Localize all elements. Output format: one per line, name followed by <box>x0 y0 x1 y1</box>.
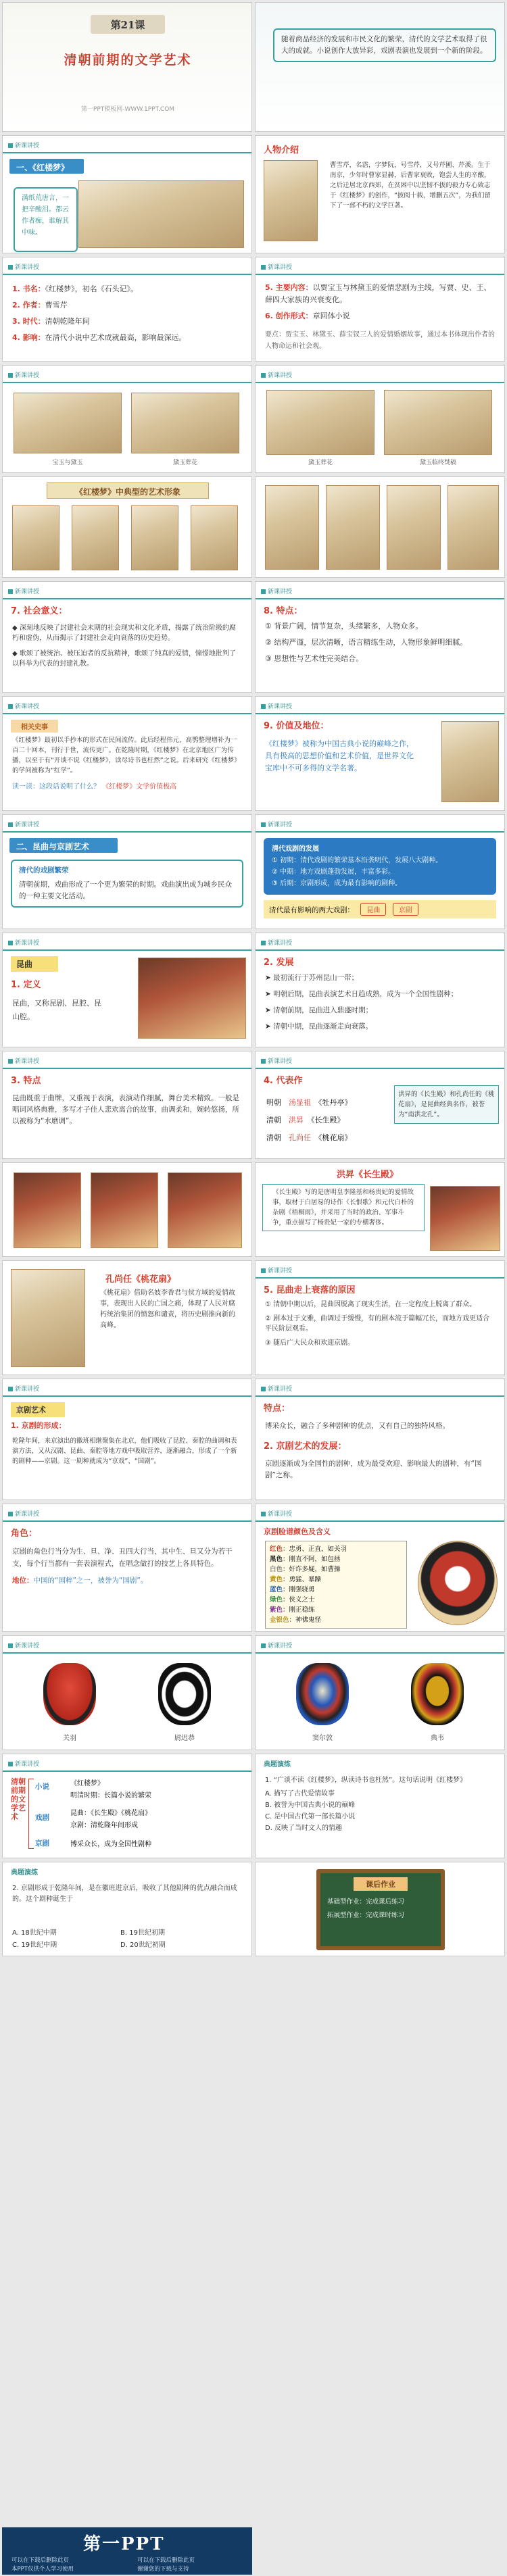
feature-item: ② 结构严谨，层次清晰，语言精练生动，人物形象鲜明细腻。 <box>265 638 468 647</box>
jingju-feat-slide <box>255 1379 505 1500</box>
tag-kunqu: 昆曲 <box>360 903 386 916</box>
color-row: 白色：奸诈多疑，如曹操 <box>270 1566 341 1573</box>
figure-image <box>72 505 119 570</box>
kunqu-def-slide <box>2 933 252 1047</box>
section-tag: 新课讲授 <box>261 1641 292 1650</box>
summary-root: 清朝前期的文学艺术 <box>11 1777 26 1821</box>
scenes-left-slide <box>2 365 252 473</box>
kunqu-photo <box>138 958 246 1039</box>
exercise-head: 典题演练 <box>264 1761 291 1768</box>
section-tag: 新课讲授 <box>8 370 39 379</box>
color-name: 黄色 <box>270 1576 283 1583</box>
works-note: 洪昇的《长生殿》和孔尚任的《桃花扇》，是昆曲经典名作，被誉为“南洪北孔”。 <box>394 1085 499 1124</box>
reading-question: 读一读：这段话说明了什么？ 《红楼梦》文学价值极高 <box>12 783 177 791</box>
section-tag: 新课讲授 <box>261 820 292 828</box>
section-tag: 新课讲授 <box>261 701 292 710</box>
colors-slide <box>255 1504 505 1632</box>
summary-branch: 京剧 <box>35 1839 49 1848</box>
scene-caption: 黛玉临终焚稿 <box>419 460 456 466</box>
footer-text: 谢谢您的下载与支持 <box>137 2566 189 2573</box>
section-tag: 新课讲授 <box>261 587 292 595</box>
cover-slide <box>2 2 252 132</box>
features-slide <box>255 581 505 693</box>
drama-forms-item: ② 中期：地方戏剧蓬勃发展，丰富多彩。 <box>272 868 395 876</box>
exercise-option[interactable]: D. 20世纪初期 <box>120 1941 166 1949</box>
colors-table <box>265 1541 407 1629</box>
section-tag: 新课讲授 <box>261 262 292 271</box>
lesson-number: 第21课 <box>110 19 145 31</box>
section-tag: 新课讲授 <box>8 938 39 947</box>
section-tag: 新课讲授 <box>261 1509 292 1518</box>
exercise2-slide <box>2 1862 252 1956</box>
kunqu-dev-item: ➤ 清朝前期，昆曲进入鼎盛时期； <box>265 1006 373 1014</box>
summary-branch: 戏剧 <box>35 1814 49 1822</box>
section-title: 一、《红楼梦》 <box>9 159 84 174</box>
mask-name: 典韦 <box>431 1735 444 1742</box>
jingju-slide <box>2 1379 252 1500</box>
opera-photo <box>91 1172 158 1248</box>
scene-image <box>14 393 122 453</box>
exercise-slide <box>255 1754 505 1858</box>
society-title: 7. 社会意义： <box>11 606 68 616</box>
fact-item: 1. 书名：《红楼梦》，初名《石头记》。 <box>12 284 139 293</box>
exercise-option[interactable]: A. 描写了古代爱情故事 <box>265 1790 335 1798</box>
kunqu-works-slide <box>255 1051 505 1159</box>
jingju-feat-text: 博采众长，融合了多种剧种的优点，又有自己的独特风格。 <box>265 1422 450 1430</box>
exercise-option[interactable]: C. 19世纪中期 <box>12 1941 57 1949</box>
summary-leaf: 明清时期：长篇小说的繁荣 <box>70 1792 151 1800</box>
decline-title: 5. 昆曲走上衰落的原因 <box>264 1285 356 1295</box>
drama-forms-item: ③ 后期：京剧形成，成为最有影响的剧种。 <box>272 880 402 887</box>
masks-left-slide <box>2 1635 252 1750</box>
exercise-option[interactable]: B. 被誉为中国古典小说的巅峰 <box>265 1802 356 1809</box>
homework-line: 拓展型作业：完成课时练习 <box>327 1912 405 1919</box>
blackboard <box>316 1869 445 1950</box>
scene-image <box>131 393 239 453</box>
changsheng-title: 洪昇《长生殿》 <box>337 1170 399 1180</box>
footer-text: 本PPT仅供个人学习使用 <box>11 2566 74 2573</box>
section-tag: 新课讲授 <box>8 1056 39 1065</box>
fact-item: 3. 时代：清朝乾隆年间 <box>12 317 90 326</box>
content-note: 要点：贾宝玉、林黛玉、薛宝钗三人的爱情婚姻故事，通过本书体现出作者的人物命运和社会观。 <box>265 331 495 350</box>
kunqu-works-title: 4. 代表作 <box>264 1076 303 1086</box>
mask-name: 尉迟恭 <box>174 1735 195 1742</box>
kunqu-feat-text: 昆曲既重于曲牌，又重视于表演，表演动作细腻，舞台美术精致。一般是唱词风格典雅，多写才子佳人悲欢离合的故事，曲调柔和，婉转悠扬，所以被称为“水磨调”。 <box>12 1094 239 1125</box>
jingju-text: 乾隆年间，来京演出的徽班相继聚集在北京，他们吸收了昆腔、秦腔的曲调和表演方法，又从汉剧、昆曲、秦腔等地方戏中吸取营养，逐渐融合，形成了一个新的剧种——京剧。这一剧种就成为“京戏”、“国剧”。 <box>12 1437 237 1465</box>
summary-branch: 小说 <box>35 1783 49 1791</box>
opera-photo <box>168 1172 242 1248</box>
kunqu-def-title: 1. 定义 <box>11 980 41 990</box>
author-slide <box>255 135 505 253</box>
drama-forms-slide <box>255 814 505 929</box>
color-name: 红色 <box>270 1545 283 1553</box>
figure-image <box>12 505 59 570</box>
changsheng-text: 《长生殿》写的是唐明皇李隆基和杨贵妃的爱情故事，取材于白居易的诗作《长恨歌》和元代白朴的杂剧《梧桐雨》，并采用了当时的政治、军事斗争，重点描写了杨贵妃一家的专横奢侈。 <box>262 1184 425 1231</box>
roles-slide <box>2 1504 252 1632</box>
drama-slide <box>2 814 252 929</box>
book-facts-slide <box>2 257 252 362</box>
footer-text: 可以在下载后删除此页 <box>137 2557 195 2564</box>
kunqu-dev-slide <box>255 933 505 1047</box>
drama-text: 清朝前期，戏曲形成了一个更为繁荣的时期。戏曲演出成为城乡民众的一种主要文化活动。 <box>19 881 232 900</box>
color-name: 蓝色 <box>270 1586 283 1593</box>
section-tag: 新课讲授 <box>261 938 292 947</box>
mask-douerdun <box>296 1663 349 1725</box>
kunqu-feat-title: 3. 特点 <box>11 1076 41 1086</box>
author-portrait <box>264 160 318 241</box>
page-title: 清朝前期的文学艺术 <box>64 53 192 68</box>
section-tag: 新课讲授 <box>8 262 39 271</box>
works-row: 清朝 洪昇 《长生殿》 <box>266 1116 345 1124</box>
exercise-option[interactable]: A. 18世纪中期 <box>12 1929 57 1937</box>
feature-item: ① 背景广阔，情节复杂，头绪繁多，人物众多。 <box>265 622 423 630</box>
drama-forms-box <box>264 838 496 895</box>
roles-title: 角色： <box>11 1529 38 1539</box>
reading-text: 《红楼梦》最初以手抄本的形式在民间流传。此后经程伟元、高鹗整理增补为一百二十回本，刊行于世，流传更广。在乾隆时期，《红楼梦》在北京地区广为传播，以至于有“开谈不说《红楼梦》，读尽诗书也枉然”之说。后来研究《红楼梦》的学问被称为“红学”。 <box>12 737 241 774</box>
fact-item: 4. 影响：在清代小说中艺术成就最高，影响最深远。 <box>12 333 187 342</box>
homework-slide <box>255 1862 505 1956</box>
section-tag: 新课讲授 <box>8 820 39 828</box>
content-item: 5. 主要内容：以贾宝玉与林黛玉的爱情悲剧为主线，写贾、史、王、薛四大家族的兴衰变化。 <box>265 283 491 304</box>
color-row: 黑色：刚直不阿，如包拯 <box>270 1556 341 1563</box>
status-slide <box>255 696 505 811</box>
color-name: 黑色 <box>270 1556 283 1563</box>
changsheng-photo <box>430 1186 500 1251</box>
society-slide <box>2 581 252 693</box>
section-tag: 新课讲授 <box>261 370 292 379</box>
works-row: 清朝 孔尚任 《桃花扇》 <box>266 1133 352 1142</box>
summary-leaf: 昆曲：《长生殿》《桃花扇》 <box>70 1810 151 1817</box>
section-tag: 新课讲授 <box>261 1266 292 1274</box>
mask-dianwei <box>411 1663 464 1725</box>
drama-sub: 清代的戏剧繁荣 <box>19 866 69 874</box>
cover-watermark: 第一PPT模板网-WWW.1PPT.COM <box>80 106 175 113</box>
figure-image <box>131 505 178 570</box>
society-point: ◆ 深刻地反映了封建社会末期的社会现实和文化矛盾，揭露了统治阶级的腐朽和虚伪，从而揭示了封建社会走向衰落的历史趋势。 <box>12 624 236 642</box>
author-heading: 人物介绍 <box>264 145 299 155</box>
figure-image <box>191 505 238 570</box>
mask-image <box>418 1541 498 1625</box>
color-name: 金银色 <box>270 1616 289 1624</box>
footer-text: 可以在下载后删除此页 <box>11 2557 70 2564</box>
section-tag: 新课讲授 <box>8 587 39 595</box>
taohua-text: 《桃花扇》借助名妓李香君与侯方域的爱情故事，表现出人民的亡国之痛，体现了人民对腐朽统治集团的愤怒和谴责，将历史剧推向新的高峰。 <box>100 1289 235 1329</box>
taohua-painting <box>11 1269 85 1367</box>
summary-bracket <box>28 1779 34 1849</box>
exercise-head: 典题演练 <box>11 1869 38 1877</box>
status-title: 9. 价值及地位： <box>264 721 329 731</box>
color-name: 白色 <box>270 1566 283 1573</box>
color-row: 红色：忠勇、正直，如关羽 <box>270 1545 347 1553</box>
color-name: 绿色 <box>270 1596 283 1604</box>
drama-box <box>11 860 243 908</box>
status-text: 《红楼梦》被称为中国古典小说的巅峰之作，具有极高的思想价值和艺术价值，是世界文化宝库中不可多得的文学名著。 <box>265 739 414 772</box>
color-row: 蓝色：刚强骁勇 <box>270 1586 315 1593</box>
jingju-sub: 1. 京剧的形成： <box>11 1421 66 1430</box>
colors-title: 京剧脸谱颜色及含义 <box>264 1527 331 1536</box>
drama-forms-item: ① 初期：清代戏剧的繁荣基本沿袭明代，发展八大剧种。 <box>272 857 443 864</box>
scene-caption: 黛玉葬花 <box>172 460 197 466</box>
kunqu-dev-item: ➤ 最初流行于苏州昆山一带； <box>265 974 359 982</box>
scene-caption: 黛玉葬花 <box>308 460 333 466</box>
tag-jingju: 京剧 <box>393 903 418 916</box>
color-row: 黄色：勇猛、暴躁 <box>270 1576 322 1583</box>
mask-yuchigong <box>158 1663 211 1725</box>
color-row: 紫色：刚正稳练 <box>270 1606 315 1614</box>
mask-name: 关羽 <box>63 1735 76 1742</box>
exercise2-options <box>12 1927 242 1952</box>
features-title: 8. 特点： <box>264 606 303 616</box>
kunqu-dev-title: 2. 发展 <box>264 958 294 968</box>
section-tag: 新课讲授 <box>8 1641 39 1650</box>
content-item: 6. 创作形式：章回体小说 <box>265 312 350 320</box>
kunqu-dev-item: ➤ 清朝中期，昆曲逐渐走向衰落。 <box>265 1022 373 1031</box>
section-tag: 新课讲授 <box>8 141 39 149</box>
scenes-right-slide <box>255 365 505 473</box>
works-row: 明朝 汤显祖 《牡丹亭》 <box>266 1098 352 1107</box>
section-tag: 新课讲授 <box>261 1056 292 1065</box>
intro-slide <box>255 2 505 132</box>
section-tag: 新课讲授 <box>261 1384 292 1393</box>
drama-forms-title: 清代戏剧的发展 <box>272 845 319 853</box>
color-row: 绿色：侠义之士 <box>270 1596 315 1604</box>
jingju-dev-title: 2. 京剧艺术的发展： <box>264 1441 347 1452</box>
exercise-q1: 1. “广谈不读《红楼梦》，纵读诗书也枉然”。这句话说明《红楼梦》 <box>265 1777 467 1784</box>
footer-banner <box>2 2527 252 2575</box>
summary-leaf: 博采众长，成为全国性剧种 <box>70 1841 151 1848</box>
section-tag: 新课讲授 <box>8 1384 39 1393</box>
fact-item: 2. 作者：曹雪芹 <box>12 301 68 309</box>
summary-leaf: 京剧：清乾隆年间形成 <box>70 1822 138 1829</box>
poem-quote: 满纸荒唐言，一把辛酸泪。都云作者痴，谁解其中味。 <box>14 187 78 252</box>
kunqu-feat-slide <box>2 1051 252 1159</box>
changsheng-slide <box>255 1162 505 1257</box>
exercise-option[interactable]: C. 是中国古代第一部长篇小说 <box>265 1813 356 1820</box>
feature-item: ③ 思想性与艺术性完美结合。 <box>265 654 364 663</box>
opera-photo <box>14 1172 81 1248</box>
section-tag: 新课讲授 <box>8 1759 39 1768</box>
summary-leaf: 《红楼梦》 <box>70 1780 104 1787</box>
section-tag: 新课讲授 <box>8 1509 39 1518</box>
mask-guanyu <box>43 1663 96 1725</box>
homework-line: 基础型作业：完成课后练习 <box>327 1898 405 1906</box>
book-cover-image <box>441 721 499 802</box>
drama-forms-footer: 清代最有影响的两大戏剧： 昆曲 京剧 <box>264 900 496 918</box>
exercise-option[interactable]: B. 19世纪初期 <box>120 1929 165 1937</box>
figure-image <box>326 485 380 570</box>
drama-title: 二、昆曲与京剧艺术 <box>9 838 118 853</box>
color-row: 金银色：神佛鬼怪 <box>270 1616 322 1624</box>
figures-right-slide <box>255 476 505 578</box>
author-bio: 曹雪芹，名霑，字梦阮，号雪芹，又号芹圃、芹溪。生于南京，少年时曹家显赫，后曹家衰败，饱尝人生的辛酸，之后迁居北京西郊，在贫困中以坚韧不拔的毅力专心致志于《红楼梦》的创作，“披阅十载，增删五次”，为我们留下了一部不朽的文学巨著。 <box>330 162 491 209</box>
intro-text: 随着商品经济的发展和市民文化的繁荣，清代的文学艺术取得了很大的成就。小说创作大放异彩，戏剧表演也发展到一个新的阶段。 <box>273 28 496 62</box>
footer-logo: 第一PPT <box>83 2534 165 2554</box>
blank-area <box>0 1960 507 2524</box>
decline-item: ② 剧本过于文雅，曲调过于缓慢，有的剧本流于篇幅冗长，而地方戏更适合平民阶层观看。 <box>265 1315 490 1333</box>
reading-slide <box>2 696 252 811</box>
hongloumeng-slide <box>2 135 252 253</box>
homework-title: 课后作业 <box>354 1877 408 1891</box>
figures-banner: 《红楼梦》中典型的艺术形象 <box>47 482 209 499</box>
color-name: 紫色 <box>270 1606 283 1614</box>
exercise-q2: 2. 京剧形成于乾隆年间，是在徽班进京后，吸收了其他剧种的优点融合而成的。这个剧种诞生于 <box>12 1885 237 1903</box>
reading-head: 相关史事 <box>11 720 58 733</box>
jingju-label: 京剧艺术 <box>11 1402 65 1417</box>
kunqu-label: 昆曲 <box>11 956 58 972</box>
decline-slide <box>255 1260 505 1375</box>
figures-left-slide <box>2 476 252 578</box>
figure-image <box>387 485 441 570</box>
scene-image <box>384 390 492 455</box>
society-point: ◆ 歌颂了被统治、被压迫者的反抗精神，歌颂了纯真的爱情，憧憬地批判了以科举为代表的封建礼教。 <box>12 650 236 668</box>
summary-slide <box>2 1754 252 1858</box>
masks-right-slide <box>255 1635 505 1750</box>
kunqu-def-text: 昆曲，又称昆剧、昆腔、昆山腔。 <box>12 999 101 1021</box>
roles-status: 地位：中国的“国粹”之一，被誉为“国剧”。 <box>12 1577 148 1585</box>
hongloumeng-painting <box>78 180 244 248</box>
taohua-title: 孔尚任《桃花扇》 <box>105 1274 176 1285</box>
opera-image-slide <box>2 1162 252 1257</box>
mask-name: 窦尔敦 <box>312 1735 333 1742</box>
figure-image <box>448 485 499 570</box>
figure-image <box>265 485 319 570</box>
exercise-option[interactable]: D. 反映了当时文人的情趣 <box>265 1825 343 1832</box>
decline-item: ① 清朝中期以后，昆曲因脱离了现实生活，在一定程度上脱离了群众。 <box>265 1301 477 1308</box>
kunqu-dev-item: ➤ 明朝后期，昆曲表演艺术日趋成熟，成为一个全国性剧种； <box>265 990 458 998</box>
book-content-slide <box>255 257 505 362</box>
section-tag: 新课讲授 <box>8 701 39 710</box>
roles-text: 京剧的角色行当分为生、旦、净、丑四大行当，其中生、旦又分为若干支，每个行当都有一套表演程式，在唱念做打的技艺上各具特色。 <box>12 1547 233 1568</box>
jingju-dev-text: 京剧逐渐成为全国性的剧种，成为最受欢迎、影响最大的剧种，有“国剧”之称。 <box>265 1460 482 1479</box>
decline-item: ③ 随后广大民众和欢迎京剧。 <box>265 1339 355 1347</box>
taohua-slide <box>2 1260 252 1375</box>
jingju-feat-title: 特点： <box>264 1404 291 1414</box>
scene-caption: 宝玉与黛玉 <box>52 460 83 466</box>
scene-image <box>266 390 375 455</box>
